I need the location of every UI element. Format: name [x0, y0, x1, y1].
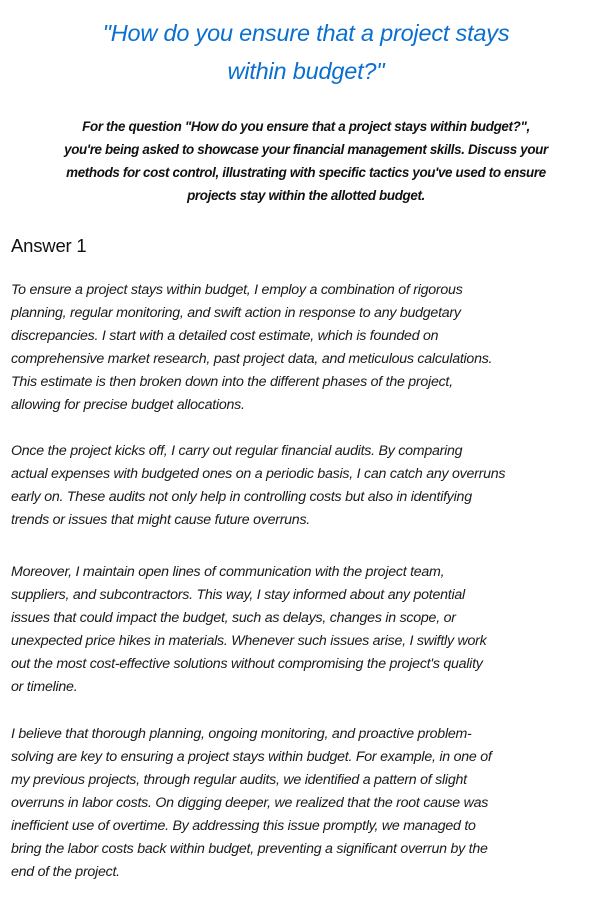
paragraph-line: end of the project.	[11, 864, 120, 880]
paragraph-line: Once the project kicks off, I carry out regular financial audits. By comparing	[11, 443, 463, 459]
paragraph-line: actual expenses with budgeted ones on a periodic basis, I can catch any overruns	[11, 466, 506, 482]
paragraph-line: I believe that thorough planning, ongoing monitoring, and proactive problem-	[11, 726, 472, 742]
paragraph-line: To ensure a project stays within budget, I employ a combination of rigorous	[11, 282, 463, 298]
prompt-line: For the question "How do you ensure that a project stays within budget?",	[82, 119, 530, 134]
paragraph-line: planning, regular monitoring, and swift action in response to any budgetary	[11, 305, 461, 321]
paragraph-line: comprehensive market research, past project data, and meticulous calculations.	[11, 351, 493, 367]
answer-paragraph	[11, 440, 606, 532]
paragraph-line: solving are key to ensuring a project stays within budget. For example, in one of	[11, 749, 492, 765]
prompt-line: projects stay within the allotted budget.	[187, 188, 425, 203]
paragraph-line: out the most cost-effective solutions without compromising the project's quality	[11, 656, 483, 672]
prompt-line: methods for cost control, illustrating with specific tactics you've used to ensure	[66, 165, 546, 180]
title-line: "How do you ensure that a project stays	[102, 20, 510, 46]
answer-heading: Answer 1	[11, 235, 87, 256]
paragraph-line: overruns in labor costs. On digging deeper, we realized that the root cause was	[11, 795, 489, 811]
paragraph-line: issues that could impact the budget, such as delays, changes in scope, or	[11, 610, 456, 626]
answer-paragraph	[11, 723, 606, 884]
answer-paragraph	[11, 279, 606, 417]
paragraph-line: trends or issues that might cause future overruns.	[11, 512, 310, 528]
paragraph-line: discrepancies. I start with a detailed cost estimate, which is founded on	[11, 328, 439, 344]
paragraph-line: suppliers, and subcontractors. This way, I stay informed about any potential	[11, 587, 465, 603]
paragraph-line: my previous projects, through regular audits, we identified a pattern of slight	[11, 772, 467, 788]
paragraph-line: Moreover, I maintain open lines of communication with the project team,	[11, 564, 445, 580]
paragraph-line: This estimate is then broken down into the different phases of the project,	[11, 374, 453, 390]
question-prompt	[0, 115, 612, 207]
answer-paragraph	[11, 561, 606, 699]
paragraph-line: early on. These audits not only help in controlling costs but also in identifying	[11, 489, 472, 505]
prompt-line: you're being asked to showcase your financial management skills. Discuss your	[64, 142, 548, 157]
paragraph-line: allowing for precise budget allocations.	[11, 397, 245, 413]
paragraph-line: inefficient use of overtime. By addressing this issue promptly, we managed to	[11, 818, 476, 834]
paragraph-line: or timeline.	[11, 679, 78, 695]
paragraph-line: bring the labor costs back within budget, preventing a significant overrun by the	[11, 841, 488, 857]
paragraph-line: unexpected price hikes in materials. Whenever such issues arise, I swiftly work	[11, 633, 487, 649]
title-line: within budget?"	[227, 58, 385, 84]
page-title	[0, 14, 612, 90]
